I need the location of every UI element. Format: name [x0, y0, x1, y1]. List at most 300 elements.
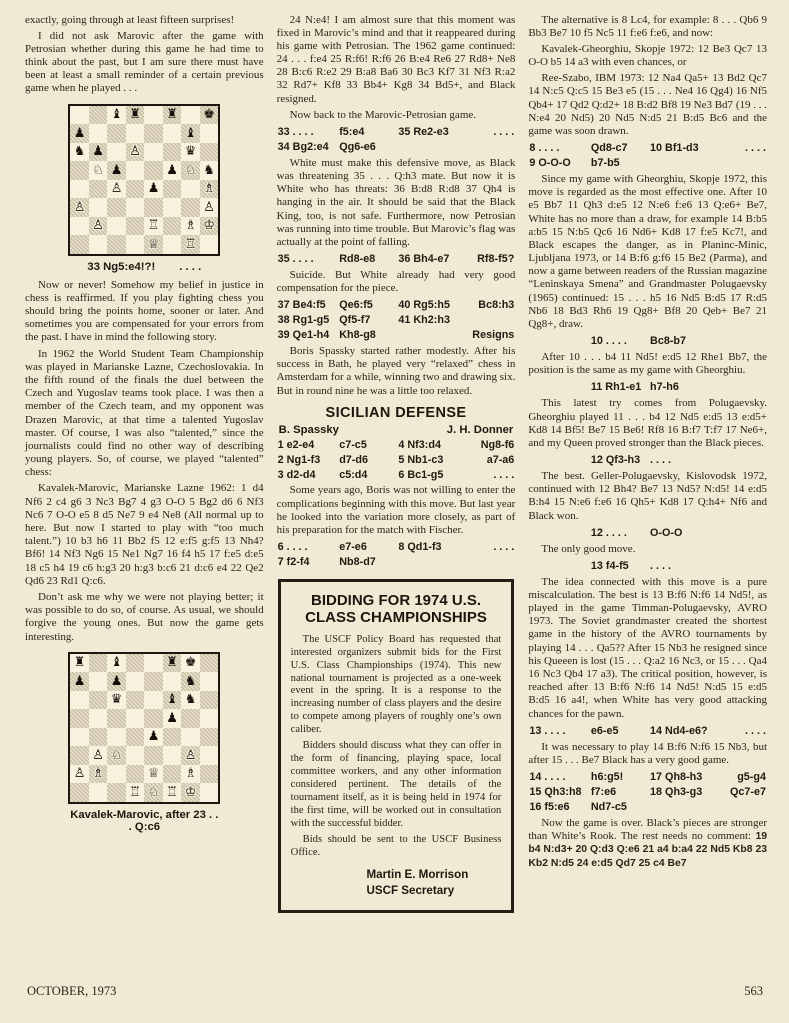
chess-diagram-2	[68, 652, 220, 833]
move-cell	[529, 526, 591, 541]
move-notation-block	[528, 453, 767, 468]
board-square	[200, 654, 219, 673]
move-cell: Rd8-e8	[339, 253, 376, 266]
box-title-line: BIDDING FOR 1974 U.S.	[310, 591, 482, 609]
move-cell: 8 . . . .	[529, 142, 560, 155]
board-square	[107, 217, 126, 236]
move-notation-row	[528, 770, 767, 785]
move-cell: 9 O-O-O	[529, 157, 571, 170]
chess-piece-black-rook: ♜	[73, 655, 86, 671]
board-square	[200, 124, 219, 143]
board-square	[200, 672, 219, 691]
move-cell: 15 Qh3:h8	[529, 785, 582, 798]
move-cell	[650, 800, 719, 815]
chess-piece-white-knight: ♘	[181, 161, 200, 180]
body-paragraph: Ree-Szabo, IBM 1973: 12 Na4 Qa5+ 13 Bd2 Qc7 14 N:c5 Q:c5 15 Be3 e5 (15 . . . Ne4 16 Qg4) 16 Nf5 Qb4+ 17 Qd2 Q:d2+ 18 B:d2 Bf8 19 Ne3 Bd7 (19 . . . N:e4 20 Nd5) 20 Nd5 N:d5 21 B:d5 Bc6 and the game was soon drawn.	[528, 72, 768, 137]
chess-piece-black-king: ♚	[200, 106, 219, 125]
move-cell: 12 Qf3-h3	[590, 454, 641, 467]
diagram-caption-dots: . . . .	[179, 260, 202, 273]
move-notation-block	[277, 125, 516, 155]
board-square	[144, 143, 163, 162]
move-cell	[719, 156, 766, 171]
move-cell: f5:e4	[339, 126, 365, 138]
chess-piece-black-pawn: ♟	[166, 162, 178, 178]
move-notation-block	[277, 252, 516, 267]
board-square	[163, 728, 182, 747]
board-square	[107, 765, 126, 784]
move-cell: c7-c5	[339, 438, 367, 451]
move-cell	[398, 555, 467, 570]
move-cell: 37 Be4:f5	[277, 299, 326, 312]
chess-piece-white-king: ♔	[181, 783, 200, 802]
move-cell: e7-e6	[339, 541, 367, 554]
move-notation-block	[528, 526, 767, 541]
chess-piece-white-queen: ♕	[147, 766, 160, 782]
move-cell	[398, 140, 467, 155]
box-title	[291, 592, 502, 627]
body-paragraph: Suicide. But White already had very good compensation for the piece.	[276, 268, 516, 295]
chess-piece-white-pawn: ♙	[89, 217, 108, 236]
board-square	[89, 198, 108, 217]
chess-piece-white-pawn: ♙	[70, 198, 89, 217]
move-notation-block	[528, 559, 767, 574]
chess-piece-white-rook: ♖	[166, 784, 178, 800]
move-notation-row	[528, 380, 767, 395]
body-paragraph: The alternative is 8 Lc4, for example: 8 . . . Qb6 9 Bb3 Be7 10 f5 Nc5 11 f:e6 f:e6, and now:	[528, 13, 768, 39]
move-sequence-bold: 19 b4 N:d3+ 20 Q:d3 Q:e6 21 a4 b:a4 22 Nd5 Kb8 23 Kb2 N:d5 24 e:d5 Qd7 25 c4 Be7	[528, 830, 768, 869]
move-notation-block	[277, 298, 516, 343]
move-cell: 1 e2-e4	[277, 438, 315, 451]
box-signature	[367, 867, 502, 897]
chess-diagram-1	[68, 104, 220, 273]
footer-date: OCTOBER, 1973	[27, 984, 117, 998]
chess-piece-white-pawn: ♙	[73, 766, 86, 782]
move-cell: Qe6:f5	[339, 299, 373, 312]
board-square	[144, 746, 163, 765]
move-notation-row	[528, 724, 767, 739]
board-square	[107, 235, 126, 254]
body-paragraph: Kavalek-Gheorghiu, Skopje 1972: 12 Be3 Qc7 13 O-O b5 14 a3 with even chances, or	[528, 42, 768, 69]
board-square	[181, 198, 200, 217]
move-cell: . . . .	[650, 454, 672, 467]
board-square	[107, 124, 126, 143]
body-paragraph: Now or never! Somehow my belief in justice in chess is reaffirmed. If you play fighting chess you should bring the points home, sooner or later. And sometimes you are compensated for your errors from the past. I have in mind the following story.	[25, 278, 264, 344]
players-row	[279, 424, 514, 436]
move-cell	[467, 555, 514, 570]
move-cell: f7:e6	[590, 785, 617, 798]
move-cell	[467, 140, 514, 155]
board-square	[89, 672, 108, 691]
chess-piece-white-bishop: ♗	[184, 766, 197, 782]
body-paragraph: I did not ask Marovic after the game with Petrosian whether during this game he had time to think about the past, but I am sure there must have been at least a small reminder of a certain previous game when he played . . .	[25, 29, 264, 95]
footer	[27, 984, 763, 999]
move-cell: 5 Nb1-c3	[398, 453, 444, 466]
board-square	[126, 654, 145, 673]
board-square	[163, 180, 182, 199]
move-notation-block	[528, 770, 767, 815]
board-square	[126, 709, 145, 728]
diagram-caption	[68, 809, 220, 833]
move-cell: . . . .	[744, 724, 766, 737]
move-cell	[529, 380, 591, 395]
move-cell	[719, 559, 766, 574]
board-square	[126, 124, 145, 143]
chess-piece-black-knight: ♞	[203, 162, 215, 178]
board-square	[200, 765, 219, 784]
move-cell: . . . .	[650, 559, 672, 572]
move-cell: Rf8-f5?	[477, 253, 515, 266]
chess-piece-white-knight: ♘	[107, 746, 126, 765]
footer-page-number: 563	[744, 984, 763, 998]
board-square	[70, 783, 89, 802]
move-cell	[398, 328, 467, 343]
chess-piece-white-rook: ♖	[147, 218, 160, 234]
board-square	[126, 235, 145, 254]
move-notation-row	[277, 125, 516, 140]
board-square	[200, 746, 219, 765]
chess-piece-black-pawn: ♟	[89, 143, 108, 162]
move-cell: 6 . . . .	[277, 541, 308, 554]
move-cell: h7-h6	[650, 381, 679, 394]
move-cell: d7-d6	[339, 453, 368, 466]
chess-piece-black-rook: ♜	[163, 106, 182, 125]
move-notation-row	[277, 468, 516, 483]
chess-piece-black-pawn: ♟	[166, 710, 178, 726]
board-square	[181, 709, 200, 728]
body-paragraph: Kavalek-Marovic, Marianske Lazne 1962: 1 d4 Nf6 2 c4 g6 3 Nc3 Bg7 4 g3 O-O 5 Bg2 d6 6 Nf3 Nc6 7 O-O e5 8 d5 Ne7 9 e4 Ne8 (All normal up to here. But now I started to play with “too much talent.”) 10 b3 h6 11 Bb2 f5 12 e:f5 g:f5 13 Nh4? Bf6! 14 Nf3 Ng6 15 Ne1 Ng7 16 f4 h5 17 f:e5 d:e5 18 c5 h4 19 c6 h:g3 20 h:g3 b:c6 21 d:c6 e4 22 Qe2 Qd6 23 Rd1 Q:c6.	[25, 482, 264, 587]
move-cell: 12 . . . .	[590, 526, 627, 539]
move-notation-row	[277, 555, 516, 570]
chess-piece-white-queen: ♕	[144, 235, 163, 254]
chess-piece-black-knight: ♞	[184, 692, 197, 708]
move-cell: Qg6-e6	[339, 140, 376, 153]
body-paragraph: In 1962 the World Student Team Championship was played in Marianske Lazne, Czechoslovakia. In the fifth round of the finals the duel between the Czech and Yugoslav teams took place. I was then a member of the Czech team, and my opponent was Drazen Marovic, at that time a talented Yugoslav master. Of course, I was also “talented,” since the journalists could find no other way of describing young players. So, of course, we played “talented” chess:	[25, 347, 264, 479]
body-paragraph: This latest try comes from Polugaevsky. Gheorghiu played 11 . . . b4 12 Nd5 e:d5 13 e:d5+ Kd8 14 Bf5! Be7 15 Be6! Rf8 16 B:f7 T:f7 17 Ne6+, and my Queen proved stronger than the Black pieces.	[528, 397, 768, 449]
chess-piece-white-pawn: ♙	[126, 143, 145, 162]
move-cell	[650, 156, 719, 171]
move-cell: Bc8:h3	[478, 299, 515, 312]
move-cell: 17 Qh8-h3	[650, 771, 703, 784]
chess-piece-black-queen: ♛	[184, 144, 197, 160]
board-square	[163, 124, 182, 143]
board-square	[89, 124, 108, 143]
board-square	[181, 180, 200, 199]
board-square	[89, 180, 108, 199]
board-square	[107, 783, 126, 802]
board-square	[89, 654, 108, 673]
body-paragraph: Now back to the Marovic-Petrosian game.	[289, 108, 477, 121]
move-cell: Qf5-f7	[339, 314, 371, 327]
board-square	[70, 691, 89, 710]
board-square	[126, 161, 145, 180]
move-notation-row	[277, 140, 516, 155]
board-square	[163, 765, 182, 784]
board-square	[163, 143, 182, 162]
black-player-name: J. H. Donner	[446, 423, 514, 436]
board-square	[144, 691, 163, 710]
move-cell: 7 f2-f4	[277, 556, 310, 569]
box-paragraph: Bids should be sent to the USCF Business Office.	[290, 833, 502, 858]
board-square	[70, 728, 89, 747]
chess-piece-black-rook: ♜	[163, 654, 182, 673]
body-paragraph: Some years ago, Boris was not willing to enter the complications beginning with this move. But last year he looked into the variation more closely, as part of his preparation for the match with Fischer.	[276, 484, 516, 537]
chess-piece-black-bishop: ♝	[110, 655, 123, 671]
board-square	[126, 217, 145, 236]
move-cell	[719, 800, 766, 815]
box-signature-name: Martin E. Morrison	[366, 868, 469, 882]
move-cell	[719, 334, 766, 349]
chess-piece-black-pawn: ♟	[70, 672, 89, 691]
move-notation-block	[277, 438, 516, 483]
move-cell: 4 Nf3:d4	[398, 438, 441, 451]
board-square	[144, 672, 163, 691]
diagram-caption-text: Kavalek-Marovic, after 23 . . . Q:c6	[70, 808, 219, 833]
body-paragraph: 24 N:e4! I am almost sure that this moment was fixed in Marovic’s mind and that it reappeared during his game with Petrosian. The 1962 game continued: 24 . . . f:e4 25 R:f6! R:f6 26 B:e4 Re6 27 Rd8+ Ne8 28 B:c6 R:e2 29 B:a8 Ba6 30 Bc3 Kf7 31 Nf3 R:a2 32 Rd7+ Kf8 33 Bb4+ Kg8 34 Bd5+, and Black resigned.	[276, 13, 516, 105]
chess-piece-white-knight: ♘	[92, 162, 104, 178]
chess-piece-black-bishop: ♝	[110, 107, 123, 123]
move-cell: 13 . . . .	[529, 724, 566, 737]
body-paragraph: White must make this defensive move, as Black was threatening 35 . . . Q:h3 mate. But now it is White who has threats: 36 B:d8 R:d8 37 Qh4 is hanging in the air. It should be said that the Black King, too, is not safe. Furthermore, now Petrosian was running into time trouble. But Marovic’s flag was actually at the point of falling.	[276, 156, 516, 248]
move-cell: Nd7-c5	[590, 800, 627, 813]
board-square	[181, 728, 200, 747]
board-square	[144, 161, 163, 180]
move-cell: g5-g4	[737, 771, 766, 784]
move-cell: 8 Qd1-f3	[398, 541, 442, 554]
move-cell: 3 d2-d4	[277, 468, 316, 481]
move-cell: 18 Qh3-g3	[650, 785, 703, 798]
move-cell: 33 . . . .	[277, 126, 314, 138]
box-title-line: CLASS CHAMPIONSHIPS	[305, 609, 487, 627]
move-cell: . . . .	[744, 142, 766, 155]
move-notation-row	[528, 800, 767, 815]
move-cell: e6-e5	[590, 724, 619, 737]
move-cell: 11 Rh1-e1	[590, 381, 642, 394]
column-2	[277, 12, 516, 990]
move-cell: 35 Re2-e3	[398, 126, 449, 138]
move-cell: Resigns	[472, 329, 515, 342]
move-cell: O-O-O	[650, 526, 683, 539]
board-square	[200, 709, 219, 728]
board-square	[163, 746, 182, 765]
chess-piece-white-bishop: ♗	[200, 180, 219, 199]
move-cell	[719, 380, 766, 395]
board-square	[70, 106, 89, 125]
board-square	[200, 143, 219, 162]
move-notation-row	[277, 438, 516, 453]
move-notation-row	[528, 526, 767, 541]
move-notation-row	[277, 540, 516, 555]
board-square	[200, 691, 219, 710]
body-paragraph: exactly, going through at least fifteen surprises!	[25, 13, 235, 26]
chess-piece-black-pawn: ♟	[107, 672, 126, 691]
white-player-name: B. Spassky	[278, 423, 339, 436]
move-notation-row	[277, 298, 516, 313]
move-notation-block	[528, 380, 767, 395]
board-square	[126, 672, 145, 691]
board-square	[89, 691, 108, 710]
move-cell: b7-b5	[590, 157, 620, 170]
chess-piece-white-rook: ♖	[181, 235, 200, 254]
box-paragraph: The USCF Policy Board has requested that interested organizers submit bids for the First U.S. Class Championships (1974). This new national tournament is projected as a one-week event in the spring. It is a response to the increasing number of class players and the desire to compete among players of roughly one’s own caliber.	[290, 633, 502, 736]
move-notation-row	[528, 785, 767, 800]
board-square	[144, 654, 163, 673]
body-paragraph: After 10 . . . b4 11 Nd5! e:d5 12 Rhe1 Bb7, the position is the same as my game with Gheorghiu.	[528, 351, 768, 377]
move-cell: 35 . . . .	[277, 253, 314, 266]
move-cell: Qc7-e7	[729, 785, 766, 798]
move-notation-row	[528, 453, 767, 468]
move-cell: 10 Bf1-d3	[650, 142, 699, 155]
chess-piece-black-pawn: ♟	[70, 124, 89, 143]
board-square	[89, 728, 108, 747]
move-notation-block	[528, 141, 767, 171]
chess-piece-black-pawn: ♟	[147, 181, 160, 197]
move-notation-row	[528, 334, 767, 349]
chess-piece-white-rook: ♖	[129, 784, 141, 800]
move-notation-row	[277, 453, 516, 468]
body-paragraph: It was necessary to play 14 B:f6 N:f6 15 Nb3, but after 15 . . . Be7 Black has a very good game.	[528, 740, 768, 766]
move-cell: 41 Kh2:h3	[398, 314, 450, 327]
chess-piece-white-bishop: ♗	[89, 765, 108, 784]
move-notation-row	[277, 313, 516, 328]
body-paragraph: Boris Spassky started rather modestly. After his success in Bath, he played very “relaxed” chess in Amsterdam for a while, winning two and drawing six. But in round nine he was a little too relaxed.	[276, 345, 516, 397]
uscf-bidding-box	[278, 579, 515, 913]
board-square	[89, 235, 108, 254]
chess-piece-black-pawn: ♟	[107, 161, 126, 180]
move-cell	[529, 334, 591, 349]
move-cell: 10 . . . .	[590, 335, 627, 348]
diagram-caption	[68, 261, 220, 273]
move-notation-block	[528, 334, 767, 349]
column-3	[528, 12, 767, 990]
box-signature-title: USCF Secretary	[366, 883, 455, 897]
move-notation-block	[528, 724, 767, 739]
move-cell: 36 Bh4-e7	[398, 253, 450, 266]
move-cell: 39 Qe1-h4	[277, 329, 330, 342]
chess-piece-white-pawn: ♙	[92, 747, 104, 763]
chess-piece-black-rook: ♜	[126, 106, 145, 125]
column-1	[25, 12, 264, 990]
move-cell: . . . .	[493, 541, 515, 554]
chess-piece-white-pawn: ♙	[203, 199, 215, 215]
board-square	[200, 235, 219, 254]
board-square	[163, 198, 182, 217]
board-square	[107, 143, 126, 162]
board-square	[181, 106, 200, 125]
board-square	[107, 728, 126, 747]
move-cell: 38 Rg1-g5	[277, 314, 330, 327]
chess-piece-white-pawn: ♙	[110, 181, 123, 197]
board-square	[126, 180, 145, 199]
chess-board	[68, 104, 220, 256]
move-cell: Ng8-f6	[480, 438, 515, 451]
board-square	[126, 728, 145, 747]
body-paragraph: Don’t ask me why we were not playing better; it was possible to do so, of course. As usual, we should forgive the young ones. But now the game gets interesting.	[25, 590, 264, 643]
board-square	[144, 124, 163, 143]
diagram-caption-text: 33 Ng5:e4!?!	[87, 260, 156, 273]
board-square	[163, 672, 182, 691]
board-square	[70, 217, 89, 236]
move-cell: 34 Bg2:e4	[277, 140, 329, 153]
board-square	[70, 161, 89, 180]
move-cell: c5:d4	[339, 468, 368, 481]
move-cell: a7-a6	[486, 453, 515, 466]
board-square	[126, 691, 145, 710]
chess-piece-black-knight: ♞	[73, 144, 86, 160]
chess-board	[68, 652, 220, 804]
chess-piece-black-king: ♚	[184, 655, 197, 671]
chess-piece-white-king: ♔	[200, 217, 219, 236]
move-notation-row	[528, 141, 767, 156]
board-square	[107, 709, 126, 728]
chess-piece-white-bishop: ♗	[184, 218, 197, 234]
move-cell: 14 Nd4-e6?	[650, 724, 708, 737]
chess-piece-black-knight: ♞	[181, 672, 200, 691]
chess-piece-black-pawn: ♟	[147, 729, 160, 745]
board-square	[107, 198, 126, 217]
chess-piece-black-queen: ♛	[110, 692, 123, 708]
move-cell	[719, 453, 766, 468]
chess-piece-white-knight: ♘	[144, 783, 163, 802]
move-cell: Qd8-c7	[590, 142, 628, 155]
board-square	[200, 728, 219, 747]
move-cell: . . . .	[493, 468, 515, 481]
board-square	[89, 709, 108, 728]
board-square	[126, 765, 145, 784]
move-cell: . . . .	[493, 126, 515, 138]
board-square	[126, 198, 145, 217]
board-square	[126, 746, 145, 765]
move-notation-row	[528, 156, 767, 171]
board-square	[144, 709, 163, 728]
board-square	[70, 180, 89, 199]
move-cell: 2 Ng1-f3	[277, 453, 321, 466]
chess-piece-black-bishop: ♝	[181, 124, 200, 143]
board-square	[163, 217, 182, 236]
board-square	[70, 709, 89, 728]
chess-piece-white-pawn: ♙	[181, 746, 200, 765]
body-paragraph: The only good move.	[541, 542, 636, 555]
board-square	[163, 235, 182, 254]
body-paragraph: The idea connected with this move is a pure miscalculation. The best is 13 B:f6 N:f6 14 Nd5!, as played in the game Timman-Polugaevsky, AVRO 1973. The Soviet grandmaster created the shortest game in the history of the AVRO tournaments by playing 14 . . . Qa5?? After 15 Nb3 he resigned since his Queeen is lost (15 . . . Q:a2 16 Nc3, or 15 . . . Qa4 16 Nc3 Qb4 17 a3). The critical position, however, is reached after 13 B:f6 N:f6 14 Nd5! N:d5 15 e:d5 B:d5 16 a4!, when White has very good attacking chances for the pawn.	[528, 575, 768, 720]
board-square	[200, 783, 219, 802]
move-cell	[467, 313, 514, 328]
board-square	[70, 235, 89, 254]
move-cell: h6:g5!	[590, 771, 624, 784]
board-square	[89, 783, 108, 802]
body-paragraph: Now the game is over. Black’s pieces are stronger than White’s Rook. The rest needs no comment: 19 b4 N:d3+ 20 Q:d3 Q:e6 21 a4 b:a4 22 Nd5 Kb8 23 Kb2 N:d5 24 e:d5 Qd7 25 c4 Be7	[528, 816, 768, 869]
move-cell	[719, 526, 766, 541]
move-notation-row	[277, 328, 516, 343]
move-notation-block	[277, 540, 516, 570]
move-cell	[529, 453, 591, 468]
move-cell: Bc8-b7	[650, 335, 687, 348]
move-cell: Nb8-d7	[339, 556, 376, 569]
board-square	[144, 198, 163, 217]
board-square	[89, 106, 108, 125]
board-square	[144, 106, 163, 125]
box-paragraph: Bidders should discuss what they can offer in the form of financing, playing space, local committee workers, and any other information considered pertinent. The details of the tournament itself, as it is being held in 1974 for the first time, will be worked out in consultation with the successful bidder.	[290, 740, 502, 829]
move-cell: 16 f5:e6	[529, 800, 570, 813]
board-square	[70, 746, 89, 765]
chess-piece-black-bishop: ♝	[163, 691, 182, 710]
move-notation-row	[528, 559, 767, 574]
section-heading: SICILIAN DEFENSE	[325, 404, 467, 421]
body-paragraph: Since my game with Gheorghiu, Skopje 1972, this move is regarded as the most effective one. After 10 e5 Bb7 11 Qh3 d:e5 12 N:e6 f:e6 13 Q:e6+ Be7, White has no more than a draw, for example 14 B:b5 a:b5 15 N:b5 Qc6 16 Nd6+ Kd8 17 f:e5 Kc7!, and Black escapes the danger, as in Planinc-Minic, Ljubljana 1973, or 14 B:f6 g:f6 15 Be2 (Parma), and now a game between readers of the Russian magazine “Leninskaya Smena” and Grandmaster Polugaevsky (1965) continued: 15 . . . h5 16 Nd5 B:d5 17 R:d5 Nb6 18 Bd3 Rh6 19 Qg8+ Bf8 20 Qeb+ Be7 21 Qg8+, draw.	[528, 172, 768, 331]
body-paragraph: The best. Geller-Polugaevsky, Kislovodsk 1972, continued with 12 Bh4? Be7 13 Nd5? N:d5! 14 e:d5 B:h4 15 N:e6 f:e6 16 Qh5+ Kd8 17 Q:h4+ Nf6 and Black won.	[528, 470, 768, 522]
move-cell: Kh8-g8	[339, 329, 376, 342]
move-cell: 13 f4-f5	[590, 559, 629, 572]
move-notation-row	[277, 252, 516, 267]
